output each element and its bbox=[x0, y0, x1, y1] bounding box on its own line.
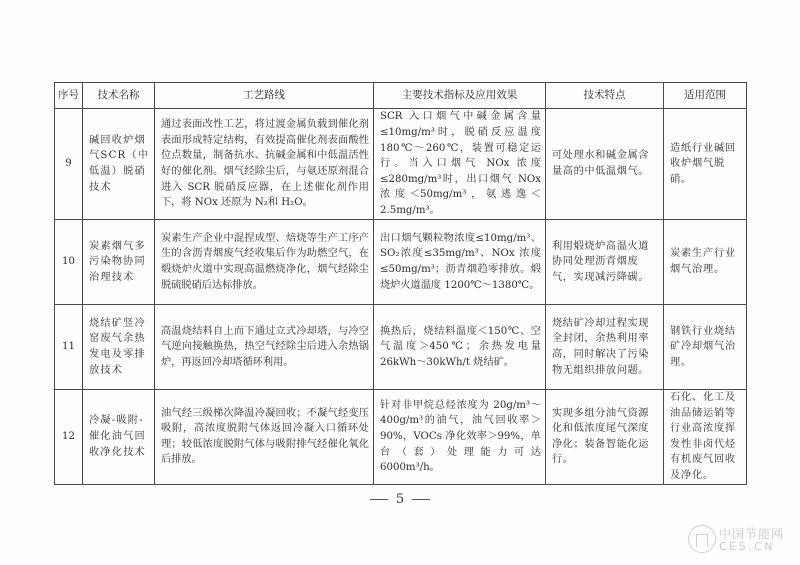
cell-tech-features: 利用煅烧炉高温火道协同处理沥青烟废气，实现减污降碳。 bbox=[546, 220, 664, 305]
cell-main-indicators: 针对非甲烷总烃浓度为 20g/m³～400g/m³的油气，油气回收率＞90%，VOCs 净化效率＞99%，单台（套）处理能力可达 6000m³/h。 bbox=[374, 390, 546, 485]
cell-scope: 钢铁行业烧结矿冷却烟气治理。 bbox=[664, 305, 747, 390]
table-row bbox=[55, 220, 747, 305]
table-row bbox=[55, 109, 747, 220]
cell-tech-features: 烧结矿冷却过程实现全封闭，余热利用率高，同时解决了污染物无组织排放问题。 bbox=[546, 305, 664, 390]
cell-scope: 石化、化工及油品储运销等行业高浓度挥发性非卤代烃有机废气回收及净化。 bbox=[664, 390, 747, 485]
table-row bbox=[55, 390, 747, 485]
header-serial: 序号 bbox=[55, 83, 83, 109]
page-number bbox=[0, 492, 800, 507]
technology-table bbox=[54, 82, 747, 485]
page-number-value: 5 bbox=[395, 492, 405, 507]
page-number-dash-left bbox=[370, 499, 388, 500]
cell-tech-features: 可处理水和碱金属含量高的中低温烟气。 bbox=[546, 109, 664, 220]
cell-process-route: 高温烧结料自上而下通过立式冷却塔，与冷空气逆向接触换热，热空气经除尘后进入余热锅炉，再返回冷却塔循环利用。 bbox=[155, 305, 374, 390]
header-scope: 适用范围 bbox=[664, 83, 747, 109]
cell-main-indicators: 出口烟气颗粒物浓度≤10mg/m³、SO₂浓度≤35mg/m³、NOx 浓度≤50mg/m³；沥青烟趋零排放。煅烧炉火道温度 1200℃～1380℃。 bbox=[374, 220, 546, 305]
cell-scope: 造纸行业碱回收炉烟气脱硝。 bbox=[664, 109, 747, 220]
watermark-en-text: CES.CN bbox=[719, 540, 776, 553]
watermark bbox=[688, 523, 800, 561]
cell-serial: 10 bbox=[55, 220, 83, 305]
cell-process-route: 炭素生产企业中混捏成型、焙烧等生产工序产生的含沥青烟废气经收集后作为助燃空气，在煅烧炉火道中实现高温燃烧净化，烟气经除尘脱硫脱硝后达标排放。 bbox=[155, 220, 374, 305]
cell-process-route: 通过表面改性工艺，将过渡金属负载到催化剂表面形成特定结构，有效提高催化剂表面酸性位点数量，制备抗水、抗碱金属和中低温活性好的催化剂。烟气经除尘后，与氨还原剂混合进入 SCR 脱硝反应器，在上述催化剂作用下，将 NOx 还原为 N₂和 H₂O。 bbox=[155, 109, 374, 220]
cell-main-indicators: 换热后，烧结料温度＜150℃、空气温度＞450℃；余热发电量 26kWh～30kWh/t 烧结矿。 bbox=[374, 305, 546, 390]
header-process-route: 工艺路线 bbox=[155, 83, 374, 109]
cell-scope: 炭素生产行业烟气治理。 bbox=[664, 220, 747, 305]
table-header-row bbox=[55, 83, 747, 109]
header-tech-features: 技术特点 bbox=[546, 83, 664, 109]
cell-tech-name: 冷凝-吸附-催化油气回收净化技术 bbox=[83, 390, 155, 485]
watermark-logo-icon bbox=[688, 525, 716, 553]
cell-main-indicators: SCR 入口烟气中碱金属含量≤10mg/m³时，脱硝反应温度 180℃～260℃，装置可稳定运行。当入口烟气 NOx 浓度≤280mg/m³时，出口烟气 NOx 浓度＜50mg/m³，氨逃逸＜2.5mg/m³。 bbox=[374, 109, 546, 220]
cell-serial: 9 bbox=[55, 109, 83, 220]
header-tech-name: 技术名称 bbox=[83, 83, 155, 109]
header-main-indicators: 主要技术指标及应用效果 bbox=[374, 83, 546, 109]
cell-serial: 11 bbox=[55, 305, 83, 390]
cell-serial: 12 bbox=[55, 390, 83, 485]
cell-tech-features: 实现多组分油气资源化和低浓度尾气深度净化；装备智能化运行。 bbox=[546, 390, 664, 485]
cell-tech-name: 烧结矿竖冷窑废气余热发电及零排放技术 bbox=[83, 305, 155, 390]
cell-tech-name: 炭素烟气多污染物协同治理技术 bbox=[83, 220, 155, 305]
watermark-cn-text: 中国节能网 bbox=[719, 527, 785, 541]
table-row bbox=[55, 305, 747, 390]
cell-process-route: 油气经三级梯次降温冷凝回收；不凝气经变压吸附，高浓度脱附气体返回冷凝入口循环处理；较低浓度脱附气体与吸附排气经催化氧化后排放。 bbox=[155, 390, 374, 485]
cell-tech-name: 碱回收炉烟气SCR（中低温）脱硝技术 bbox=[83, 109, 155, 220]
page-number-dash-right bbox=[412, 499, 430, 500]
